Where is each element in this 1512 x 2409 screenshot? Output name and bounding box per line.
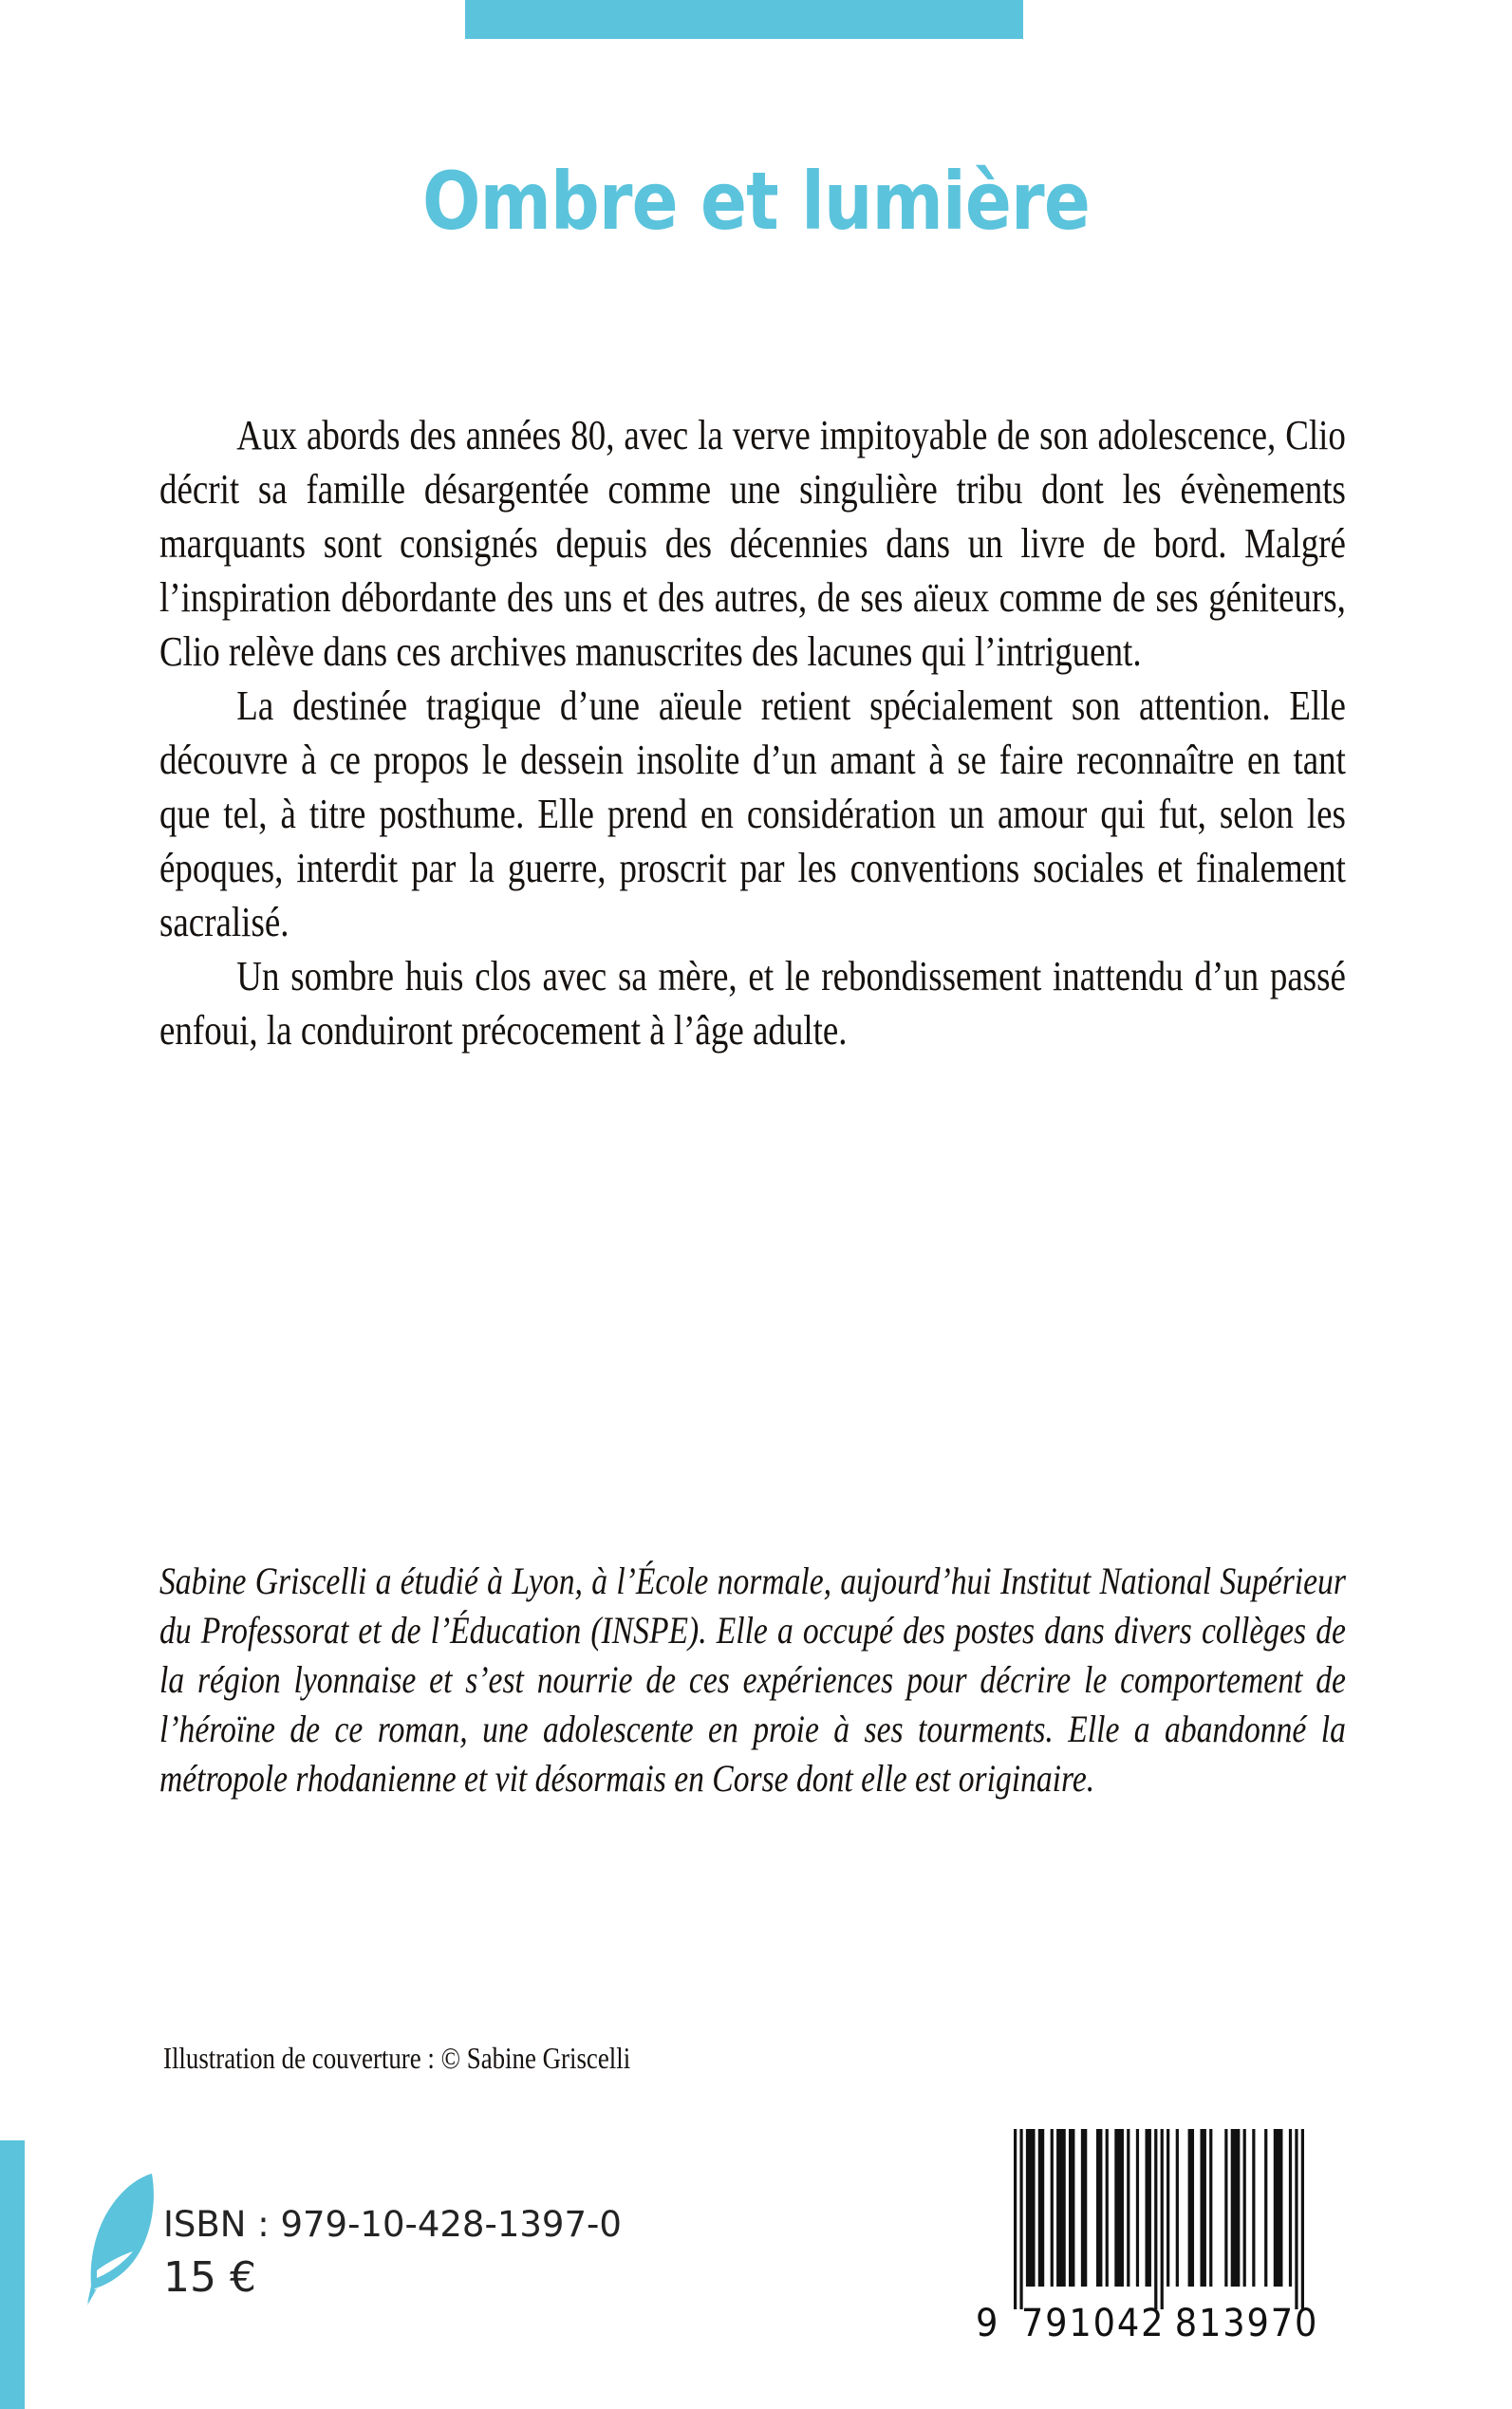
barcode-human-readable <box>976 2301 1319 2346</box>
back-cover-blurb <box>159 408 1346 1057</box>
book-title: Ombre et lumière <box>422 155 1090 248</box>
feather-icon <box>82 2168 161 2308</box>
blurb-paragraph: Un sombre huis clos avec sa mère, et le rebondissement inattendu d’un passé enfoui, la conduiront précocement à l’âge adulte. <box>159 953 1346 1054</box>
blurb-paragraph: Aux abords des années 80, avec la verve impitoyable de son adolescence, Clio décrit sa famille désargentée comme une singulière tribu dont les évènements marquants sont consignés depuis des décennies dans un livre de bord. Malgré l’inspiration débordante des uns et des autres, de ses aïeux comme de ses géniteurs, Clio relève dans ces archives manuscrites des lacunes qui l’intriguent. <box>159 412 1346 675</box>
barcode-digit-group: 9 <box>976 2302 999 2345</box>
isbn-value: ISBN : 979-10-428-1397-0 <box>163 2204 622 2245</box>
isbn-price-block <box>163 2200 622 2306</box>
spine-accent-strip <box>0 2140 25 2409</box>
blurb-paragraph: La destinée tragique d’une aïeule retient spécialement son attention. Elle découvre à ce propos le dessein insolite d’un amant à se faire reconnaître en tant que tel, à titre posthume. Elle prend en considération un amour qui fut, selon les époques, interdit par la guerre, proscrit par les conventions sociales et finalement sacralisé. <box>159 682 1346 945</box>
author-biography-text: Sabine Griscelli a étudié à Lyon, à l’École normale, aujourd’hui Institut National Supérieur du Professorat et de l’Éducation (INSPE). Elle a occupé des postes dans divers collèges de la région lyonnaise et s’est nourrie de ces expériences pour décrire le comportement de l’héroïne de ce roman, une adolescente en proie à ses tourments. Elle a abandonné la métropole rhodanienne et vit désormais en Corse dont elle est originaire. <box>159 1559 1346 1800</box>
illustration-credit: Illustration de couverture : © Sabine Griscelli <box>163 2041 631 2075</box>
ean13-barcode <box>1014 2129 1304 2309</box>
barcode-digit-group: 791042 <box>1020 2302 1166 2345</box>
barcode-digit-group: 813970 <box>1174 2302 1319 2345</box>
top-accent-bar <box>465 0 1023 39</box>
author-biography <box>159 1557 1346 1803</box>
price-value: 15 € <box>163 2253 256 2302</box>
